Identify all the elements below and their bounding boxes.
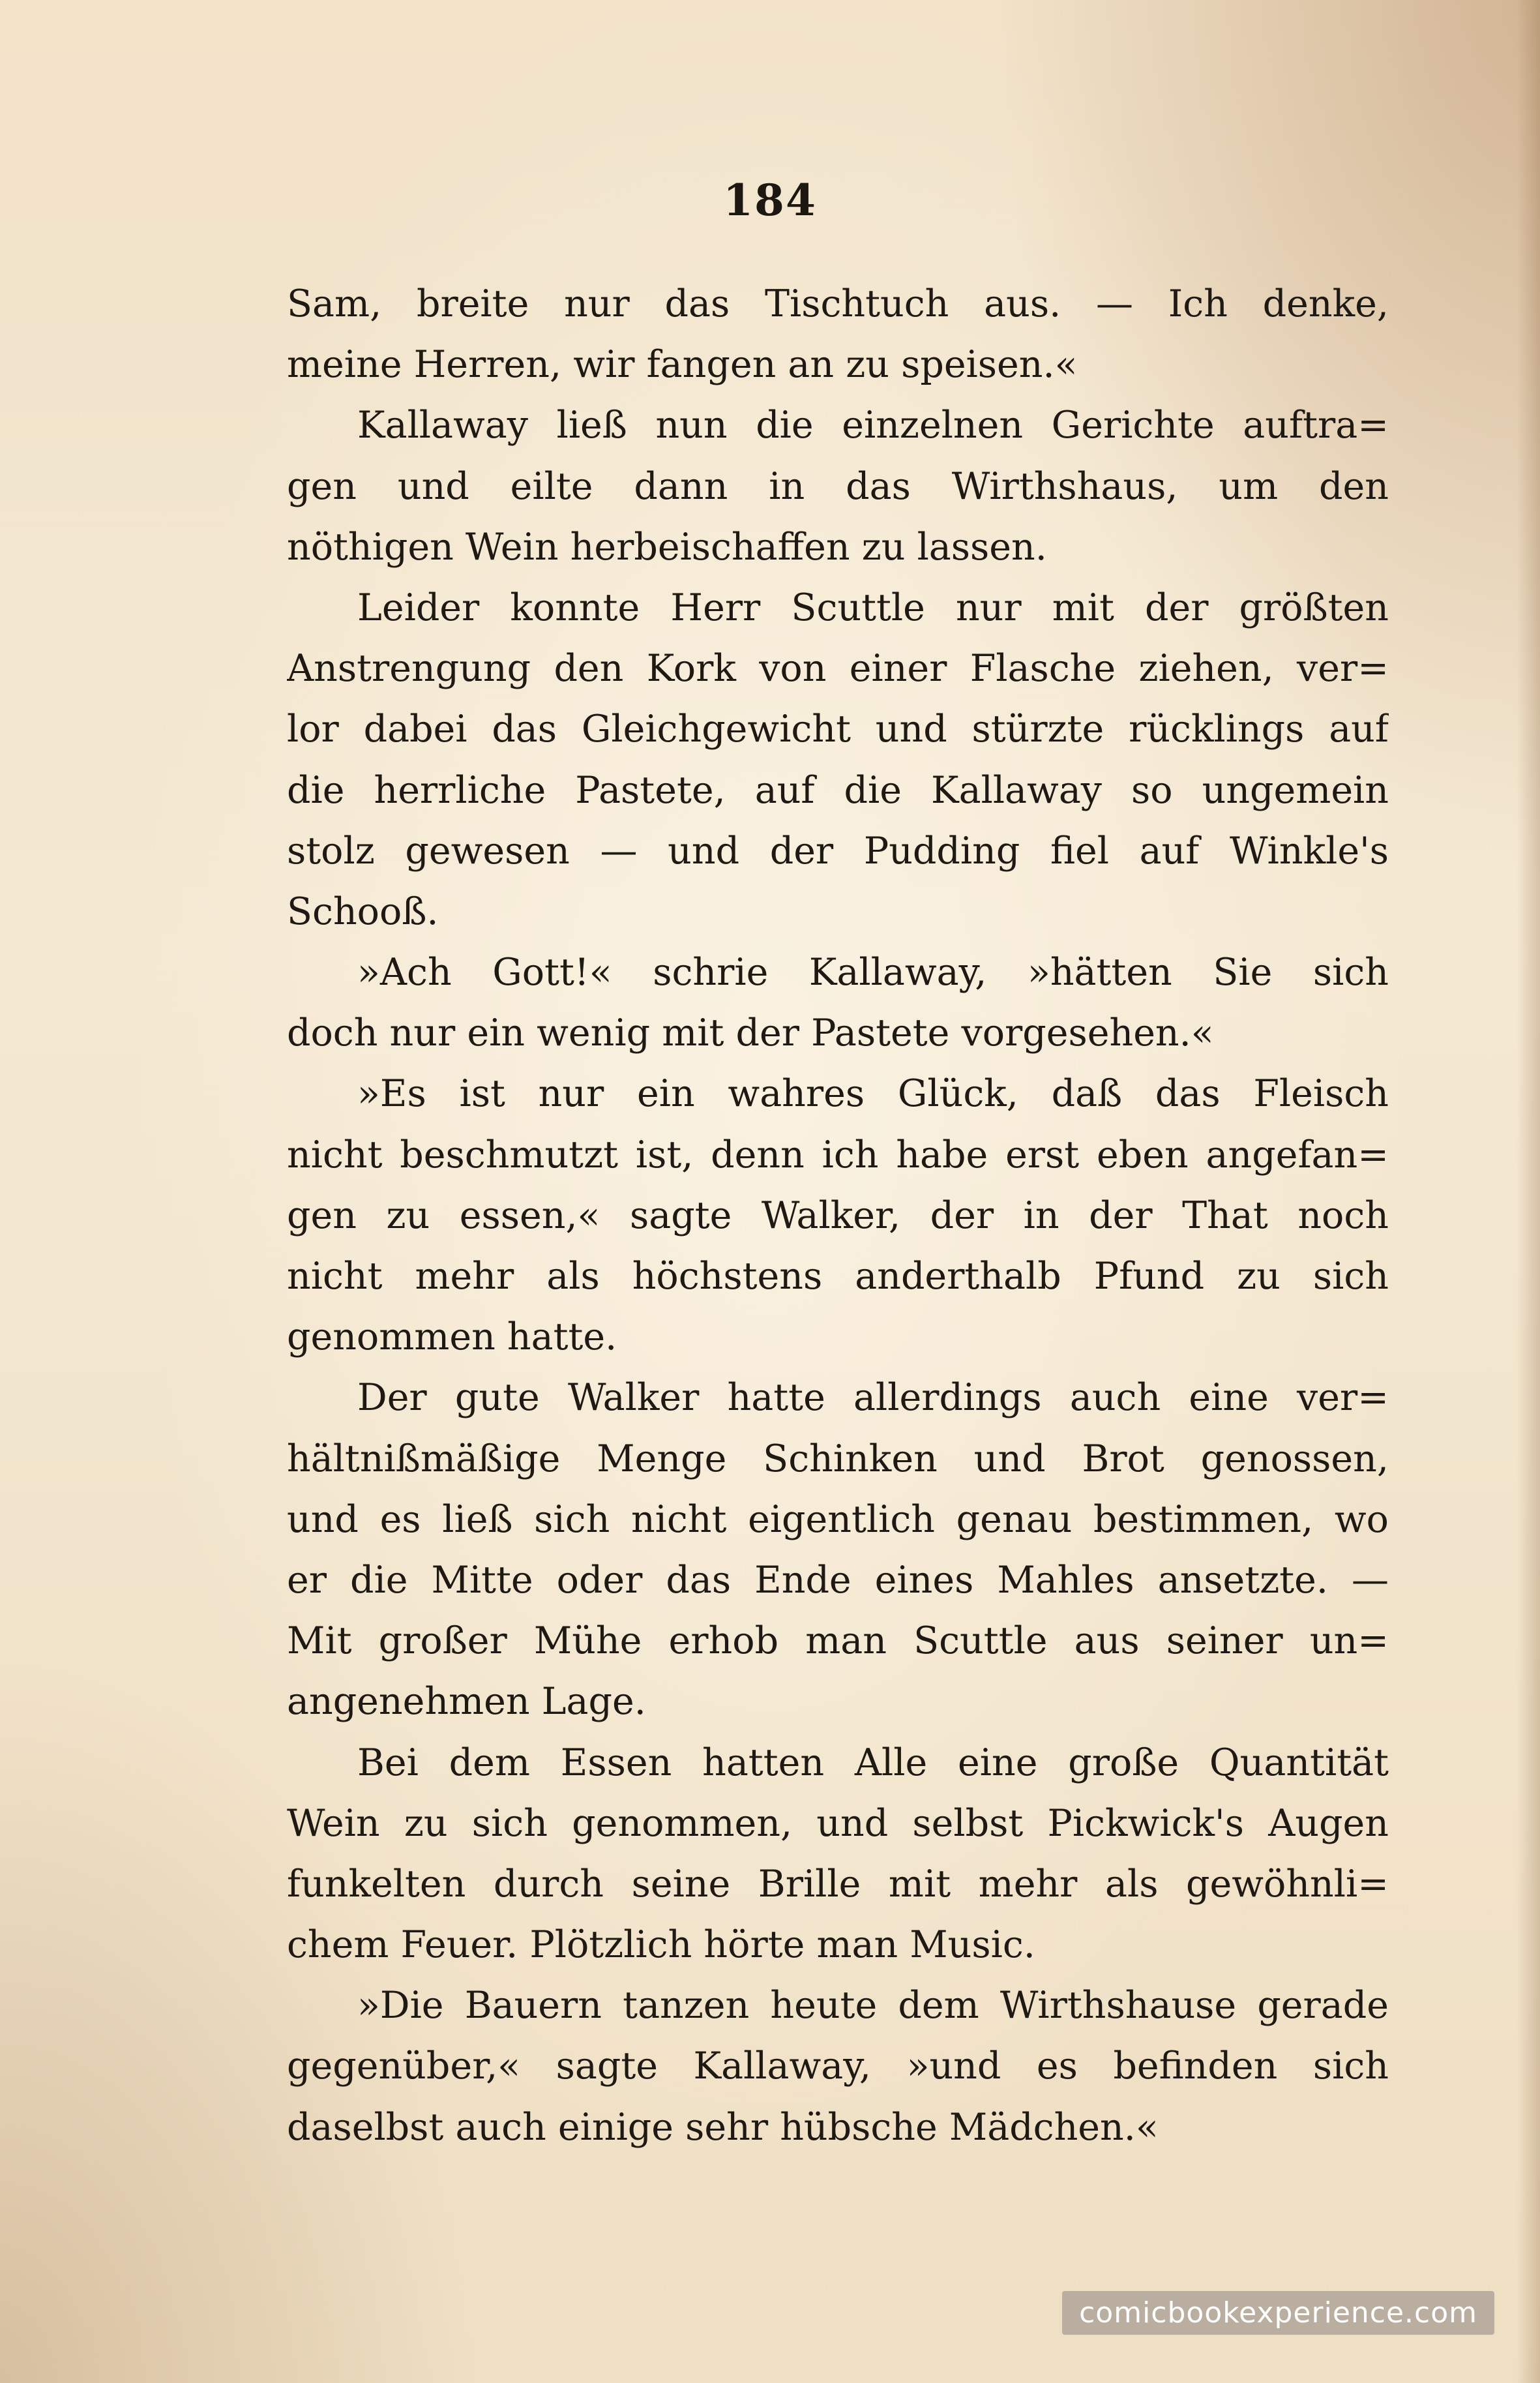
text-line: stolz gewesen — und der Pudding fiel auf Winkle's [287, 829, 1389, 873]
text-line: gen zu essen,« sagte Walker, der in der That noch [287, 1193, 1389, 1237]
body-text [287, 274, 1389, 2158]
text-line: Anstrengung den Kork von einer Flasche ziehen, ver= [287, 647, 1389, 691]
text-line: Kallaway ließ nun die einzelnen Gerichte auftra= [357, 404, 1389, 447]
page-number: 184 [723, 175, 817, 226]
watermark: comicbookexperience.com [1062, 2291, 1494, 2335]
text-line: daselbst auch einige sehr hübsche Mädchen.« [287, 2105, 1159, 2149]
text-line: funkelten durch seine Brille mit mehr als gewöhnli= [287, 1862, 1389, 1906]
text-line: meine Herren, wir fangen an zu speisen.« [287, 343, 1078, 387]
text-line: die herrliche Pastete, auf die Kallaway so ungemein [287, 768, 1389, 812]
text-line: chem Feuer. Plötzlich hörte man Music. [287, 1923, 1035, 1967]
page-edge-shadow [1517, 0, 1540, 2383]
text-line: Der gute Walker hatte allerdings auch eine ver= [357, 1376, 1389, 1420]
text-line: nöthigen Wein herbeischaffen zu lassen. [287, 525, 1047, 569]
text-line: er die Mitte oder das Ende eines Mahles ansetzte. — [287, 1558, 1389, 1602]
text-line: hältnißmäßige Menge Schinken und Brot genossen, [287, 1437, 1389, 1480]
text-line: »Es ist nur ein wahres Glück, daß das Fleisch [357, 1072, 1389, 1116]
text-line: angenehmen Lage. [287, 1680, 646, 1724]
text-line: genommen hatte. [287, 1315, 617, 1359]
text-line: lor dabei das Gleichgewicht und stürzte rücklings auf [287, 708, 1389, 751]
text-line: und es ließ sich nicht eigentlich genau bestimmen, wo [287, 1497, 1389, 1541]
text-line: gegenüber,« sagte Kallaway, »und es befinden sich [287, 2045, 1389, 2088]
text-line: nicht beschmutzt ist, denn ich habe erst eben angefan= [287, 1133, 1389, 1177]
text-line: gen und eilte dann in das Wirthshaus, um den [287, 464, 1389, 508]
text-line: Sam, breite nur das Tischtuch aus. — Ich denke, [287, 282, 1389, 325]
text-line: doch nur ein wenig mit der Pastete vorgesehen.« [287, 1012, 1214, 1055]
text-line: Mit großer Mühe erhob man Scuttle aus seiner un= [287, 1619, 1389, 1663]
text-line: Bei dem Essen hatten Alle eine große Quantität [357, 1741, 1389, 1784]
text-line: »Ach Gott!« schrie Kallaway, »hätten Sie sich [357, 951, 1389, 995]
text-line: Wein zu sich genommen, und selbst Pickwick's Augen [287, 1801, 1389, 1845]
text-line: Schooß. [287, 890, 439, 933]
text-line: Leider konnte Herr Scuttle nur mit der größten [357, 586, 1389, 629]
text-line: »Die Bauern tanzen heute dem Wirthshause gerade [357, 1984, 1389, 2028]
text-line: nicht mehr als höchstens anderthalb Pfund zu sich [287, 1255, 1389, 1298]
